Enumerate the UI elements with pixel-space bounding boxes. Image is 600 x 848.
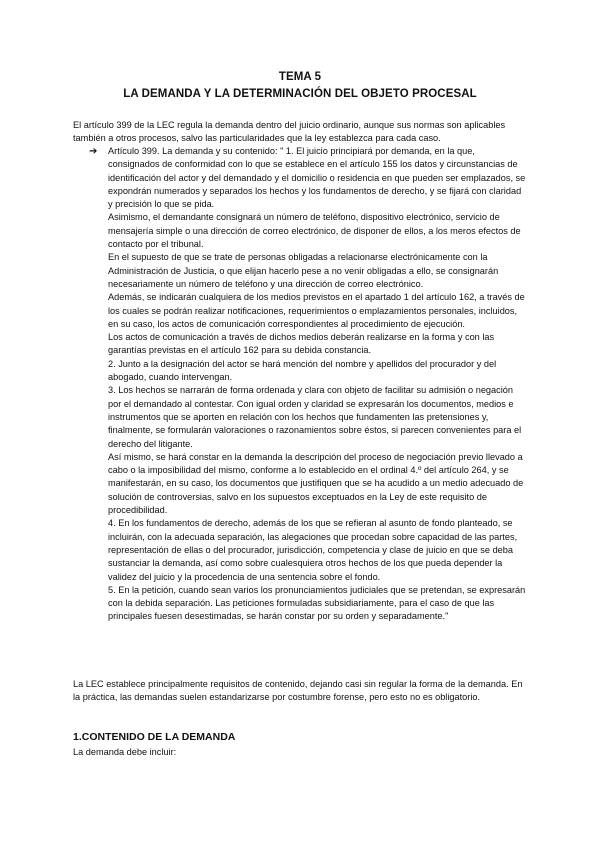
quote-paragraph: Asimismo, el demandante consignará un número de teléfono, dispositivo electrónico, servicio de mensajería simple o una dirección de correo electrónico, de disponer de ellos, a los meros efectos de contacto por el tribunal. — [108, 212, 521, 250]
quote-paragraph: 3. Los hechos se narrarán de forma ordenada y clara con objeto de facilitar su admisión o negación por el demandado al contestar. Con igual orden y claridad se expresarán los documentos, medios e instrumentos que se aporten en relación con los hechos que fundamenten las pretensiones y, finalmente, se formularán valoraciones o razonamientos sobre éstos, si parecen convenientes para el derecho del litigante. — [108, 385, 522, 449]
arrow-bullet-icon: ➔ — [89, 146, 98, 157]
closing-paragraph: La LEC establece principalmente requisitos de contenido, dejando casi sin regular la forma de la demanda. En la práctica, las demandas suelen estandarizarse por costumbre forense, pero esto no es obligatorio. — [73, 679, 523, 703]
quote-paragraph: Los actos de comunicación a través de dichos medios deberán realizarse en la forma y con las garantías previstas en el artículo 162 para su debida constancia. — [108, 332, 495, 356]
quote-paragraph: 2. Junto a la designación del actor se hará mención del nombre y apellidos del procurador y del abogado, cuando intervengan. — [108, 358, 497, 383]
section-text: La demanda debe incluir: — [73, 747, 177, 757]
quote-paragraph: En el supuesto de que se trate de personas obligadas a relacionarse electrónicamente con la Administración de Justicia, o que elijan hacerlo pese a no venir obligadas a ello, se consignarán necesariamente un número de teléfono y una dirección de correo electrónico. — [108, 252, 499, 289]
quote-paragraph: Artículo 399. La demanda y su contenido: " 1. El juicio principiará por demanda, en la que, consignados de conformidad con lo que se establece en el artículo 155 los datos y circunstancias de identificación del actor y del demandado y el domicilio o residencia en que pueden ser emplazados, se expondrán numerados y separados los hechos y los fundamentos de derecho, y se fijará con claridad y precisión lo que se pida. — [108, 146, 526, 210]
page-title: TEMA 5 — [278, 71, 322, 83]
page-subtitle: LA DEMANDA Y LA DETERMINACIÓN DEL OBJETO PROCESAL — [123, 88, 477, 100]
section-heading: 1.CONTENIDO DE LA DEMANDA — [73, 731, 236, 743]
quote-paragraph: Además, se indicarán cualquiera de los medios previstos en el apartado 1 del artículo 162, a través de los cuales se podrán realizar notificaciones, requerimientos o emplazamientos personales, incluidos, en su caso, los actos de comunicación correspondientes al procedimiento de ejecución. — [108, 292, 525, 329]
article-quote — [108, 145, 528, 624]
quote-paragraph: 5. En la petición, cuando sean varios los pronunciamientos judiciales que se pretendan, se expresarán con la debida separación. Las peticiones formuladas subsidiariamente, para el caso de que las principales fuesen desestimadas, se harán constar por su orden y separadamente." — [108, 584, 526, 622]
quote-paragraph: 4. En los fundamentos de derecho, además de los que se refieran al asunto de fondo planteado, se incluirán, con la adecuada separación, las alegaciones que procedan sobre capacidad de las partes, representación de ellas o del procurador, jurisdicción, competencia y clase de juicio en que se deba sustanciar la demanda, así como sobre cualesquiera otros hechos de los que pueda depender la validez del juicio y la procedencia de una sentencia sobre el fondo. — [108, 518, 518, 582]
quote-paragraph: Así mismo, se hará constar en la demanda la descripción del proceso de negociación previo llevado a cabo o la imposibilidad del mismo, conforme a lo establecido en el ordinal 4.º del artículo 264, y se manifestarán, en su caso, los documentos que justifiquen que se ha acudido a un medio adecuado de solución de controversias, salvo en los supuestos exceptuados en la Ley de este requisito de procedibilidad. — [108, 451, 524, 516]
intro-paragraph: El artículo 399 de la LEC regula la demanda dentro del juicio ordinario, aunque sus normas son aplicables también a otros procesos, salvo las particularidades que la ley establezca para cada caso. — [73, 120, 506, 144]
